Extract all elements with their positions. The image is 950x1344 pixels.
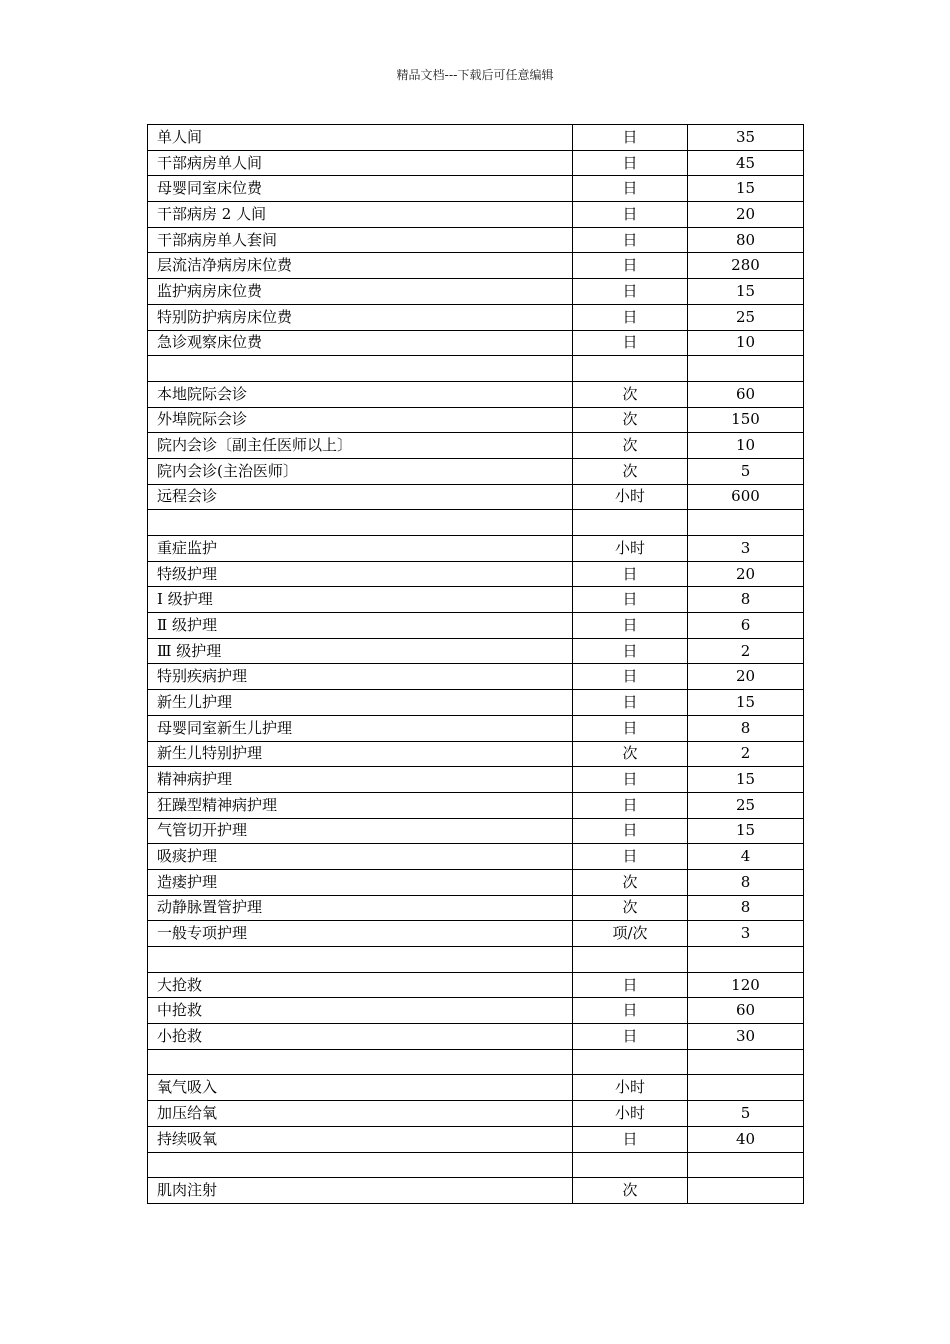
table-row — [148, 1152, 804, 1178]
price-cell: 25 — [688, 792, 804, 818]
price-cell: 35 — [688, 125, 804, 151]
item-name-cell: 急诊观察床位费 — [148, 330, 573, 356]
price-cell: 25 — [688, 304, 804, 330]
item-name-cell: 狂躁型精神病护理 — [148, 792, 573, 818]
unit-cell: 次 — [573, 869, 688, 895]
unit-cell — [573, 1049, 688, 1075]
price-cell — [688, 1152, 804, 1178]
table-row — [148, 458, 804, 484]
item-name-cell: 干部病房单人套间 — [148, 227, 573, 253]
table-row — [148, 895, 804, 921]
table-row — [148, 356, 804, 382]
table-row — [148, 510, 804, 536]
table-row — [148, 1178, 804, 1204]
unit-cell: 日 — [573, 561, 688, 587]
unit-cell: 日 — [573, 844, 688, 870]
price-cell: 8 — [688, 895, 804, 921]
unit-cell: 日 — [573, 792, 688, 818]
table-row — [148, 792, 804, 818]
table-row — [148, 715, 804, 741]
item-name-cell: 新生儿特别护理 — [148, 741, 573, 767]
page-header: 精品文档---下载后可任意编辑 — [396, 68, 554, 82]
item-name-cell — [148, 1152, 573, 1178]
price-cell: 3 — [688, 921, 804, 947]
price-cell: 60 — [688, 381, 804, 407]
table-row — [148, 330, 804, 356]
item-name-cell: 院内会诊(主治医师〕 — [148, 458, 573, 484]
table-row — [148, 1024, 804, 1050]
item-name-cell: 精神病护理 — [148, 767, 573, 793]
price-cell: 280 — [688, 253, 804, 279]
item-name-cell: 干部病房 2 人间 — [148, 202, 573, 228]
price-cell: 2 — [688, 638, 804, 664]
table-row — [148, 381, 804, 407]
item-name-cell: 造瘘护理 — [148, 869, 573, 895]
price-cell: 3 — [688, 536, 804, 562]
item-name-cell: 加压给氧 — [148, 1101, 573, 1127]
unit-cell: 日 — [573, 176, 688, 202]
unit-cell: 日 — [573, 818, 688, 844]
table-row — [148, 638, 804, 664]
table-row — [148, 125, 804, 151]
item-name-cell: 单人间 — [148, 125, 573, 151]
unit-cell: 次 — [573, 458, 688, 484]
fee-table-body — [148, 125, 804, 1204]
table-row — [148, 484, 804, 510]
table-row — [148, 1075, 804, 1101]
table-row — [148, 741, 804, 767]
unit-cell: 日 — [573, 690, 688, 716]
price-cell: 40 — [688, 1126, 804, 1152]
table-row — [148, 587, 804, 613]
item-name-cell: 特别疾病护理 — [148, 664, 573, 690]
unit-cell: 小时 — [573, 484, 688, 510]
unit-cell: 日 — [573, 227, 688, 253]
unit-cell: 日 — [573, 715, 688, 741]
unit-cell: 日 — [573, 125, 688, 151]
unit-cell — [573, 510, 688, 536]
item-name-cell: 监护病房床位费 — [148, 279, 573, 305]
price-cell: 60 — [688, 998, 804, 1024]
price-cell: 80 — [688, 227, 804, 253]
item-name-cell: Ⅲ 级护理 — [148, 638, 573, 664]
table-row — [148, 613, 804, 639]
price-cell — [688, 1178, 804, 1204]
table-row — [148, 869, 804, 895]
price-cell: 15 — [688, 279, 804, 305]
unit-cell: 日 — [573, 253, 688, 279]
item-name-cell: 中抢救 — [148, 998, 573, 1024]
table-row — [148, 818, 804, 844]
table-row — [148, 536, 804, 562]
unit-cell: 日 — [573, 613, 688, 639]
price-cell: 5 — [688, 458, 804, 484]
unit-cell: 次 — [573, 895, 688, 921]
price-cell: 45 — [688, 150, 804, 176]
item-name-cell: Ⅱ 级护理 — [148, 613, 573, 639]
unit-cell: 次 — [573, 433, 688, 459]
table-row — [148, 1126, 804, 1152]
table-row — [148, 998, 804, 1024]
unit-cell: 日 — [573, 587, 688, 613]
price-cell: 30 — [688, 1024, 804, 1050]
price-cell: 8 — [688, 587, 804, 613]
table-row — [148, 921, 804, 947]
table-row — [148, 947, 804, 973]
price-cell: 10 — [688, 330, 804, 356]
unit-cell: 小时 — [573, 1075, 688, 1101]
table-row — [148, 1049, 804, 1075]
item-name-cell: 层流洁净病房床位费 — [148, 253, 573, 279]
unit-cell: 日 — [573, 202, 688, 228]
price-cell: 20 — [688, 202, 804, 228]
unit-cell: 次 — [573, 381, 688, 407]
item-name-cell: 特级护理 — [148, 561, 573, 587]
unit-cell: 日 — [573, 150, 688, 176]
unit-cell: 日 — [573, 1126, 688, 1152]
price-cell: 15 — [688, 176, 804, 202]
price-cell: 2 — [688, 741, 804, 767]
price-cell — [688, 510, 804, 536]
item-name-cell: 母婴同室新生儿护理 — [148, 715, 573, 741]
unit-cell: 日 — [573, 279, 688, 305]
price-cell: 20 — [688, 561, 804, 587]
price-cell: 10 — [688, 433, 804, 459]
unit-cell: 日 — [573, 304, 688, 330]
unit-cell — [573, 1152, 688, 1178]
unit-cell: 日 — [573, 638, 688, 664]
unit-cell: 项/次 — [573, 921, 688, 947]
unit-cell: 小时 — [573, 1101, 688, 1127]
unit-cell: 日 — [573, 767, 688, 793]
table-row — [148, 279, 804, 305]
fee-table — [147, 124, 804, 1204]
table-row — [148, 304, 804, 330]
price-cell: 8 — [688, 715, 804, 741]
item-name-cell — [148, 1049, 573, 1075]
unit-cell: 次 — [573, 741, 688, 767]
price-cell: 6 — [688, 613, 804, 639]
unit-cell: 次 — [573, 1178, 688, 1204]
unit-cell: 次 — [573, 407, 688, 433]
item-name-cell: 肌肉注射 — [148, 1178, 573, 1204]
price-cell — [688, 1075, 804, 1101]
table-row — [148, 150, 804, 176]
price-cell: 15 — [688, 818, 804, 844]
item-name-cell: 大抢救 — [148, 972, 573, 998]
item-name-cell: 吸痰护理 — [148, 844, 573, 870]
table-row — [148, 253, 804, 279]
item-name-cell: 新生儿护理 — [148, 690, 573, 716]
item-name-cell: 持续吸氧 — [148, 1126, 573, 1152]
table-row — [148, 407, 804, 433]
unit-cell — [573, 356, 688, 382]
item-name-cell — [148, 356, 573, 382]
unit-cell: 小时 — [573, 536, 688, 562]
item-name-cell: 动静脉置管护理 — [148, 895, 573, 921]
price-cell: 120 — [688, 972, 804, 998]
item-name-cell: 气管切开护理 — [148, 818, 573, 844]
item-name-cell: 外埠院际会诊 — [148, 407, 573, 433]
price-cell — [688, 356, 804, 382]
item-name-cell: 远程会诊 — [148, 484, 573, 510]
table-row — [148, 844, 804, 870]
unit-cell: 日 — [573, 330, 688, 356]
table-row — [148, 202, 804, 228]
item-name-cell — [148, 947, 573, 973]
price-cell: 8 — [688, 869, 804, 895]
price-cell: 600 — [688, 484, 804, 510]
item-name-cell: 院内会诊〔副主任医师以上〕 — [148, 433, 573, 459]
table-row — [148, 176, 804, 202]
item-name-cell: 小抢救 — [148, 1024, 573, 1050]
unit-cell: 日 — [573, 972, 688, 998]
price-cell: 5 — [688, 1101, 804, 1127]
item-name-cell — [148, 510, 573, 536]
item-name-cell: 氧气吸入 — [148, 1075, 573, 1101]
item-name-cell: 一般专项护理 — [148, 921, 573, 947]
item-name-cell: 干部病房单人间 — [148, 150, 573, 176]
price-cell: 15 — [688, 767, 804, 793]
table-row — [148, 561, 804, 587]
price-cell — [688, 1049, 804, 1075]
item-name-cell: I 级护理 — [148, 587, 573, 613]
price-cell: 4 — [688, 844, 804, 870]
unit-cell: 日 — [573, 1024, 688, 1050]
table-row — [148, 433, 804, 459]
item-name-cell: 特别防护病房床位费 — [148, 304, 573, 330]
price-cell: 20 — [688, 664, 804, 690]
price-cell — [688, 947, 804, 973]
unit-cell: 日 — [573, 664, 688, 690]
table-row — [148, 972, 804, 998]
unit-cell: 日 — [573, 998, 688, 1024]
item-name-cell: 母婴同室床位费 — [148, 176, 573, 202]
price-cell: 15 — [688, 690, 804, 716]
table-row — [148, 227, 804, 253]
price-cell: 150 — [688, 407, 804, 433]
item-name-cell: 本地院际会诊 — [148, 381, 573, 407]
table-row — [148, 767, 804, 793]
table-row — [148, 1101, 804, 1127]
table-row — [148, 664, 804, 690]
unit-cell — [573, 947, 688, 973]
item-name-cell: 重症监护 — [148, 536, 573, 562]
table-row — [148, 690, 804, 716]
